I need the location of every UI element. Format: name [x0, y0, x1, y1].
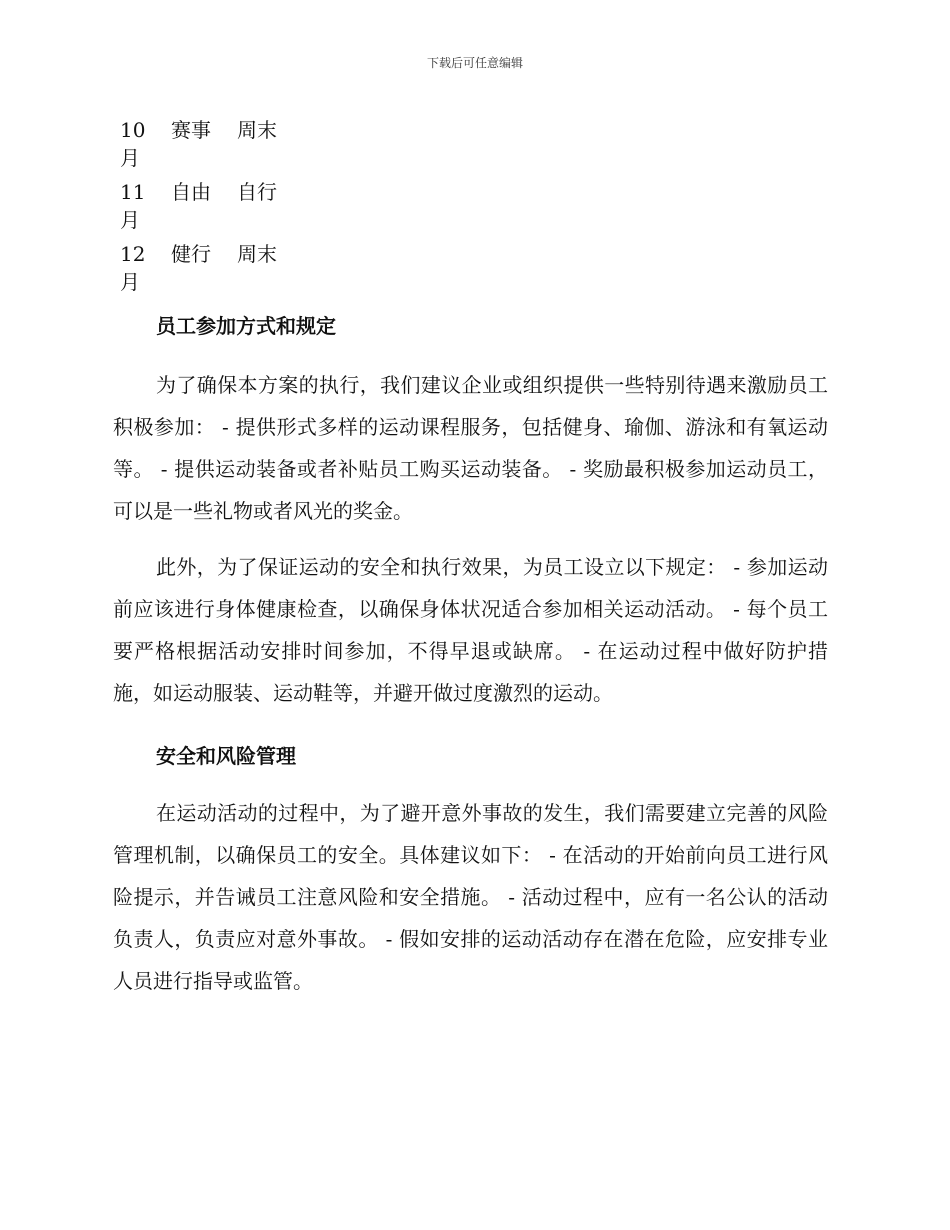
- document-body: [113, 310, 828, 1002]
- event-type: 健行: [171, 242, 211, 266]
- month-unit: 月: [120, 270, 140, 294]
- month-number: 11: [120, 180, 146, 204]
- event-timing: 周末: [237, 118, 277, 142]
- section-heading-participation: 员工参加方式和规定: [156, 314, 336, 338]
- month-number: 12: [120, 242, 146, 266]
- event-timing: 周末: [237, 242, 277, 266]
- month-unit: 月: [120, 146, 140, 170]
- event-type: 自由: [171, 180, 211, 204]
- event-type: 赛事: [171, 118, 211, 142]
- page-header: 下载后可任意编辑: [426, 56, 523, 70]
- paragraph-incentives: 为了确保本方案的执行，我们建议企业或组织提供一些特别待遇来激励员工积极参加： - 提供形式多样的运动课程服务，包括健身、瑜伽、游泳和有氧运动等。 - 提供运动装备或者补贴员工购买运动装备。 - 奖励最积极参加运动员工，可以是一些礼物或者风光的奖金。: [113, 373, 828, 523]
- month-unit: 月: [120, 208, 140, 232]
- paragraph-risk-management: 在运动活动的过程中，为了避开意外事故的发生，我们需要建立完善的风险管理机制，以确保员工的安全。具体建议如下： - 在活动的开始前向员工进行风险提示，并告诫员工注意风险和安全措施。 - 活动过程中，应有一名公认的活动负责人，负责应对意外事故。 - 假如安排的运动活动存在潜在危险，应安排专业人员进行指导或监管。: [113, 801, 828, 993]
- event-timing: 自行: [237, 180, 277, 204]
- paragraph-rules: 此外，为了保证运动的安全和执行效果，为员工设立以下规定： - 参加运动前应该进行身体健康检查，以确保身体状况适合参加相关运动活动。 - 每个员工要严格根据活动安排时间参加，不得早退或缺席。 - 在运动过程中做好防护措施，如运动服装、运动鞋等，并避开做过度激烈的运动。: [113, 555, 828, 705]
- section-heading-safety: 安全和风险管理: [156, 744, 296, 768]
- month-number: 10: [120, 118, 146, 142]
